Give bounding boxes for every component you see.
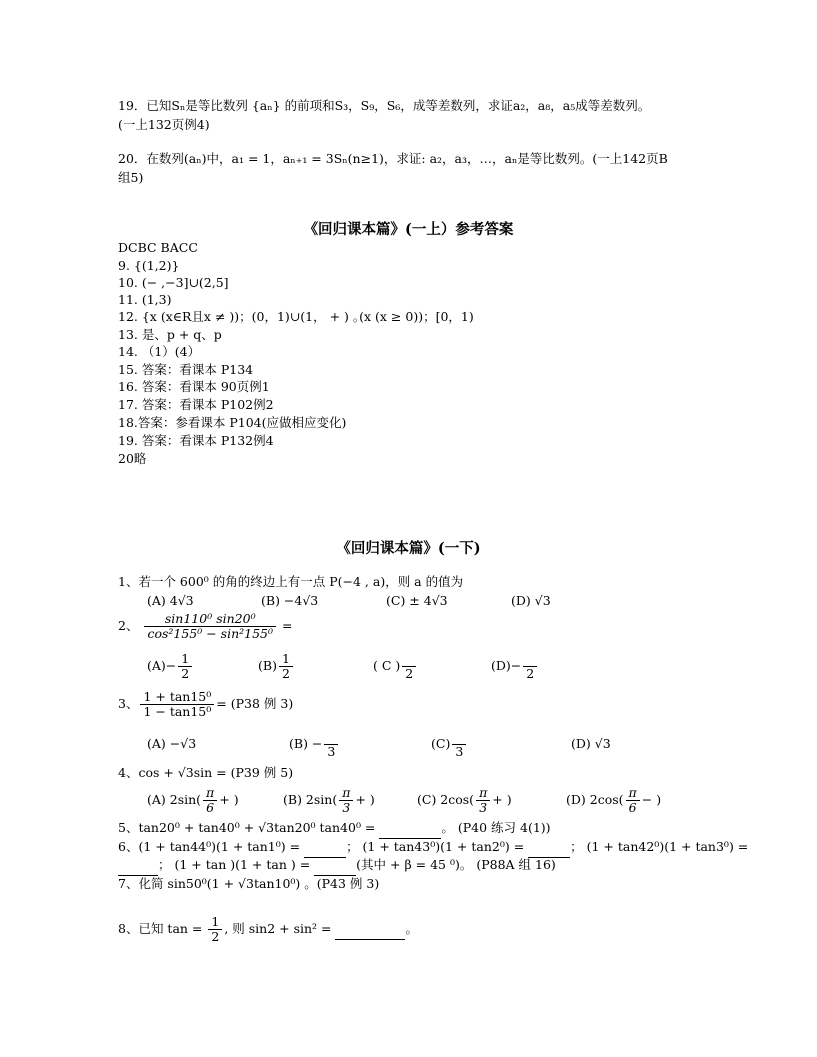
q4-option-c	[417, 786, 512, 815]
q2-option-c-den: 2	[405, 666, 414, 681]
answer-line: 15. 答案：看课本 P134	[118, 362, 254, 377]
q2-fraction	[144, 612, 276, 641]
q4-option-a-frac	[203, 786, 217, 815]
q4-stem: 4、cos + √3sin = (P39 例 5)	[118, 765, 294, 780]
q2-option-a	[147, 652, 194, 681]
q4-option-b-label: (B) 2sin(	[283, 792, 338, 807]
q4-option-b	[283, 786, 375, 815]
q2-option-c-num	[402, 652, 416, 667]
answer-line: 11. (1,3)	[118, 292, 172, 307]
answer-line: DCBC BACC	[118, 240, 198, 255]
q2-option-d-frac	[523, 652, 537, 681]
q2-denominator: cos²155⁰ − sin²155⁰	[147, 626, 274, 641]
q4-option-d-den: 6	[628, 800, 637, 815]
q3-numerator: 1 + tan15⁰	[140, 690, 214, 705]
q1-stem: 1、若一个 600⁰ 的角的终边上有一点 P(−4 , a)，则 a 的值为	[118, 574, 464, 589]
q4-option-b-den: 3	[342, 800, 351, 815]
q4-option-d-label: (D) 2cos(	[566, 792, 624, 807]
q3-option-b-label: (B) −	[289, 736, 323, 751]
answer-line: 14. （1）(4）	[118, 344, 201, 359]
q6-blank-4[interactable]	[314, 859, 356, 876]
q4-option-a-den: 6	[206, 800, 215, 815]
q2-option-d-num	[523, 652, 537, 667]
q3-option-b	[289, 730, 340, 759]
q2-option-a-label: (A)−	[147, 658, 177, 673]
q2-option-d-den: 2	[526, 666, 535, 681]
answer-line: 20略	[118, 451, 147, 466]
q2-option-b-frac	[279, 652, 293, 681]
q20-line1: 20．在数列(aₙ)中，a₁ = 1，aₙ₊₁ = 3Sₙ(n≥1)，求证: a₂，a₃，…，aₙ是等比数列。(一上142页B	[118, 151, 668, 166]
q4-option-c-label: (C) 2cos(	[417, 792, 475, 807]
q8-tail: 。	[405, 921, 418, 936]
q3-option-c-num	[452, 730, 466, 745]
q2-prefix: 2、	[118, 618, 139, 633]
q2-option-c-label: ( C )	[373, 658, 401, 673]
answer-line: 9. {(1,2)}	[118, 258, 180, 273]
q2-option-d	[491, 652, 539, 681]
q6-part3: ； (1 + tan42⁰)(1 + tan3⁰) =	[570, 839, 749, 854]
q4-option-b-num: π	[339, 786, 353, 801]
q8-pre: 8、已知 tan =	[118, 921, 207, 936]
q4-option-c-num: π	[476, 786, 490, 801]
q8-answer-blank[interactable]	[335, 923, 405, 940]
q4-option-a-num: π	[203, 786, 217, 801]
q2-option-d-label: (D)−	[491, 658, 522, 673]
answer-line: 16. 答案：看课本 90页例1	[118, 379, 270, 394]
q6-line2	[118, 857, 556, 876]
q2-option-b-den: 2	[281, 666, 290, 681]
q4-option-d	[566, 786, 661, 815]
q8-numerator: 1	[208, 915, 222, 930]
q2-option-b	[258, 652, 295, 681]
q6-part2: ； (1 + tan43⁰)(1 + tan2⁰) =	[346, 839, 529, 854]
q2-option-a-num: 1	[178, 652, 192, 667]
q6-blank-2[interactable]	[528, 841, 570, 858]
answer-line: 10. (− ,−3]∪(2,5]	[118, 275, 229, 290]
q2-option-b-num: 1	[279, 652, 293, 667]
q3-option-c	[431, 730, 468, 759]
q4-option-c-frac	[476, 786, 490, 815]
q2-stem	[118, 612, 293, 641]
answer-line: 13. 是、p + q、p	[118, 327, 222, 342]
q8-denominator: 2	[211, 929, 220, 944]
q3-stem	[118, 690, 293, 719]
q4-option-a	[147, 786, 239, 815]
q20-line2: 组5)	[118, 170, 144, 185]
q1-option-a: (A) 4√3	[147, 593, 194, 608]
q4-option-d-num: π	[626, 786, 640, 801]
q19-line2: (一上132页例4)	[118, 117, 210, 132]
q4-option-c-tail: + )	[492, 792, 512, 807]
q5-line	[118, 820, 551, 839]
q2-option-a-den: 2	[181, 666, 190, 681]
q8-mid: , 则 sin2 + sin² =	[224, 921, 336, 936]
q3-suffix: = (P38 例 3)	[216, 696, 294, 711]
q4-option-d-tail: − )	[641, 792, 662, 807]
q7-line: 7、化简 sin50⁰(1 + √3tan10⁰) 。(P43 例 3)	[118, 876, 380, 891]
answer-line: 19. 答案：看课本 P132例4	[118, 433, 274, 448]
q6-part1: 6、(1 + tan44⁰)(1 + tan1⁰) =	[118, 839, 305, 854]
q6-blank-3[interactable]	[118, 859, 158, 876]
section2-title: 《回归课本篇》(一下)	[336, 540, 481, 557]
answer-line: 17. 答案：看课本 P102例2	[118, 397, 274, 412]
q2-option-c	[373, 652, 418, 681]
q5-answer-blank[interactable]	[379, 822, 441, 839]
q3-option-c-label: (C)	[431, 736, 451, 751]
q3-option-a: (A) −√3	[147, 736, 197, 751]
q3-fraction	[140, 690, 214, 719]
q8-fraction	[208, 915, 222, 944]
q3-prefix: 3、	[118, 696, 139, 711]
q3-option-b-den: 3	[327, 744, 336, 759]
q4-option-c-den: 3	[479, 800, 488, 815]
q3-option-b-frac	[324, 730, 338, 759]
q2-option-a-frac	[178, 652, 192, 681]
q4-option-b-frac	[339, 786, 353, 815]
q3-option-c-den: 3	[455, 744, 464, 759]
q19-line1: 19．已知Sₙ是等比数列 {aₙ} 的前项和S₃，S₉，S₆，成等差数列，求证a₂，a₈，a₅成等差数列。	[118, 98, 651, 113]
q4-option-a-tail: + )	[219, 792, 239, 807]
q6-blank-1[interactable]	[304, 841, 346, 858]
q3-denominator: 1 − tan15⁰	[143, 704, 212, 719]
q1-option-b: (B) −4√3	[261, 593, 319, 608]
q2-equals: =	[282, 618, 293, 633]
q8-line	[118, 915, 418, 944]
q5-tail: 。 (P40 练习 4(1))	[441, 820, 551, 835]
q3-option-c-frac	[452, 730, 466, 759]
q4-option-d-frac	[626, 786, 640, 815]
q1-option-c: (C) ± 4√3	[386, 593, 448, 608]
q6-part4: ； (1 + tan )(1 + tan ) =	[158, 857, 315, 872]
answer-line: 18.答案：参看课本 P104(应做相应变化)	[118, 415, 347, 430]
q5-text: 5、tan20⁰ + tan40⁰ + √3tan20⁰ tan40⁰ =	[118, 820, 380, 835]
q1-option-d: (D) √3	[511, 593, 551, 608]
q4-option-a-label: (A) 2sin(	[147, 792, 202, 807]
q6-line1	[118, 839, 748, 858]
answer-line: 12. {x (x∈R且x ≠ ))；(0，1)∪(1， + ) ｡(x (x ≥ 0))；[0，1)	[118, 309, 474, 324]
q2-option-c-frac	[402, 652, 416, 681]
q3-option-d: (D) √3	[571, 736, 611, 751]
q6-part5: (其中 + β = 45 ⁰)。 (P88A 组 16)	[356, 857, 556, 872]
q4-option-b-tail: + )	[355, 792, 375, 807]
q2-option-b-label: (B)	[258, 658, 277, 673]
q3-option-b-num	[324, 730, 338, 745]
q2-numerator: sin110⁰ sin20⁰	[144, 612, 276, 627]
answers-title: 《回归课本篇》(一上）参考答案	[303, 221, 514, 238]
